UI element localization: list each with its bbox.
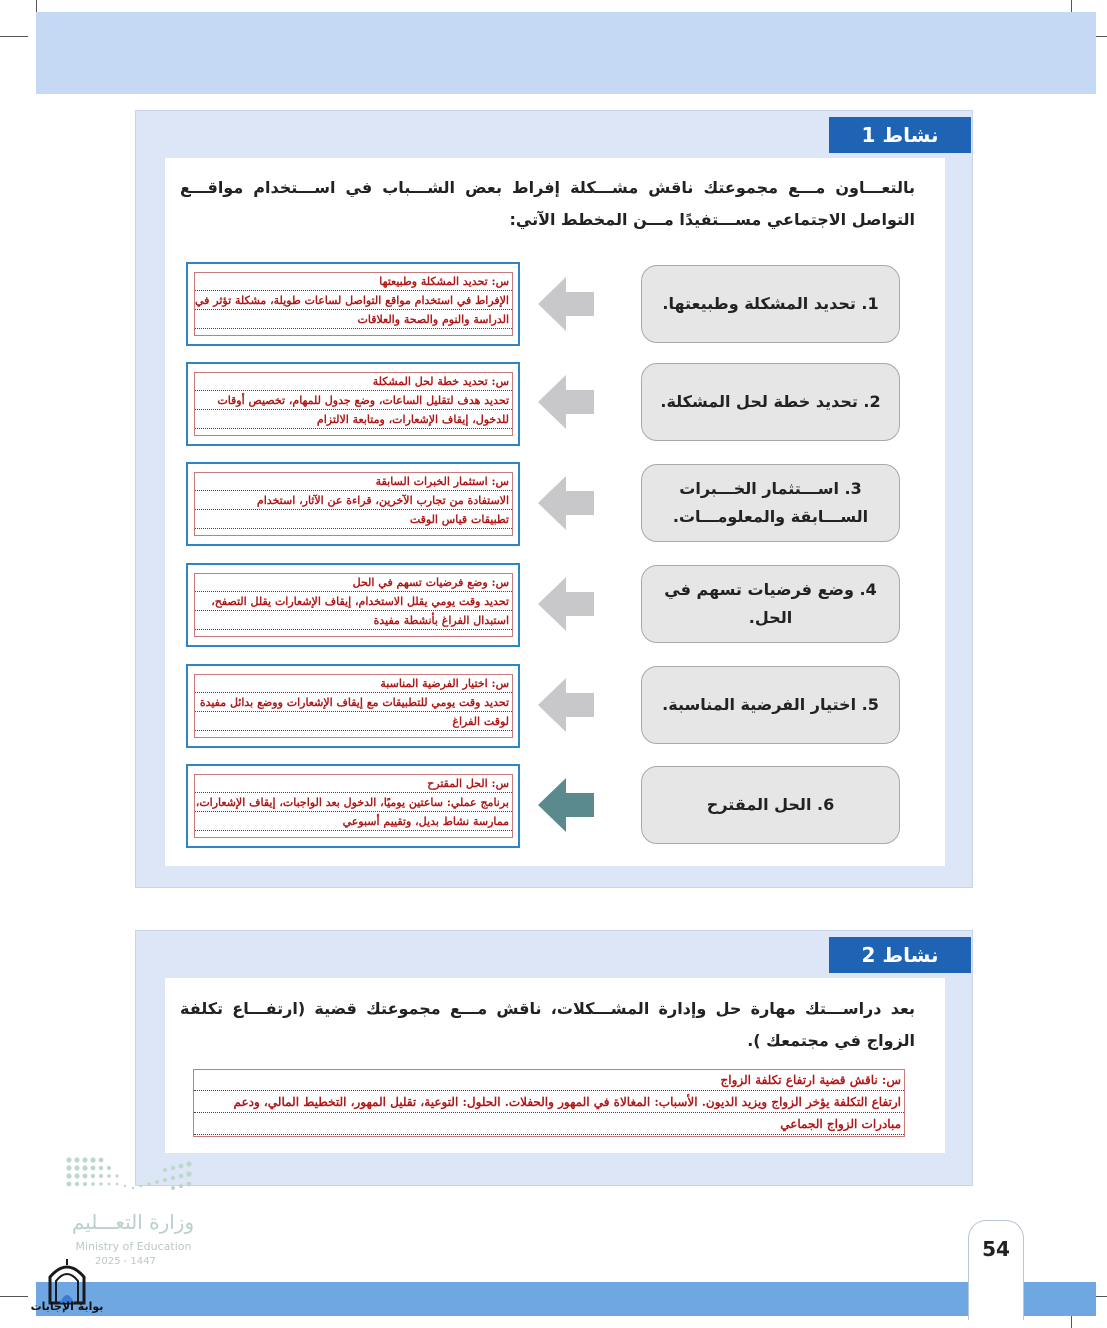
step-1-box: 1. تحديد المشكلة وطبيعتها. xyxy=(641,265,900,343)
crop-mark xyxy=(0,1296,28,1297)
step-4-box: 4. وضع فرضيات تسهم في الحل. xyxy=(641,565,900,643)
activity-2-tab: نشاط 2 xyxy=(829,937,971,973)
answer-line: س: تحديد المشكلة وطبيعتها xyxy=(195,273,512,291)
answer-line: لوقت الفراغ xyxy=(195,713,512,731)
activity-1-intro: بالتعـــاون مـــع مجموعتك ناقش مشـــكلة إفراط بعض الشـــباب في اســـتخدام مواقـــع التواصل الاجتماعي مســـتفيدًا مـــن المخطط الآتي: xyxy=(180,178,915,229)
answer-line: الاستفادة من تجارب الآخرين، قراءة عن الآثار، استخدام xyxy=(195,492,512,510)
answer-line: س: استثمار الخبرات السابقة xyxy=(195,473,512,491)
left-arrow-icon xyxy=(538,474,596,532)
crop-mark xyxy=(0,36,28,37)
edition-year: 2025 - 1447 xyxy=(95,1256,156,1267)
answer-line: تطبيقات قياس الوقت xyxy=(195,511,512,529)
answer-box-3 xyxy=(186,462,520,546)
answer-box-1 xyxy=(186,262,520,346)
ministry-dots-icon xyxy=(63,1154,198,1196)
activity-1-tab: نشاط 1 xyxy=(829,117,971,153)
answer-box-2 xyxy=(186,362,520,446)
step-2-box: 2. تحديد خطة لحل المشكلة. xyxy=(641,363,900,441)
activity-2-intro: بعد دراســـتك مهارة حل وإدارة المشـــكلات، ناقش مـــع مجموعتك قضية (ارتفـــاع تكلفة الزواج في مجتمعك ). xyxy=(180,999,915,1050)
activity-2-answer-box xyxy=(193,1069,905,1137)
answer-line: تحديد وقت يومي للتطبيقات مع إيقاف الإشعارات ووضع بدائل مفيدة xyxy=(195,694,512,712)
answer-line: س: تحديد خطة لحل المشكلة xyxy=(195,373,512,391)
left-arrow-icon xyxy=(538,776,596,834)
answer-line: س: وضع فرضيات تسهم في الحل xyxy=(195,574,512,592)
answer-box-4 xyxy=(186,563,520,647)
footer-band xyxy=(36,1282,972,1316)
answer-line: استبدال الفراغ بأنشطة مفيدة xyxy=(195,612,512,630)
header-band xyxy=(36,12,1096,94)
answer-line: س: ناقش قضية ارتفاع تكلفة الزواج xyxy=(194,1070,904,1091)
ministry-name-ar: وزارة التعـــليم xyxy=(71,1210,195,1234)
answer-box-5 xyxy=(186,664,520,748)
answer-line: س: اختيار الفرضية المناسبة xyxy=(195,675,512,693)
page-number: 54 xyxy=(968,1220,1024,1320)
footer-band xyxy=(1024,1282,1096,1316)
answer-line: للدخول، إيقاف الإشعارات، ومتابعة الالتزام xyxy=(195,411,512,429)
site-name: بوابة الإجابات xyxy=(30,1300,104,1313)
answer-line: س: الحل المقترح xyxy=(195,775,512,793)
left-arrow-icon xyxy=(538,575,596,633)
ministry-name-en: Ministry of Education xyxy=(75,1240,192,1253)
answer-line: برنامج عملي: ساعتين يوميًا، الدخول بعد الواجبات، إيقاف الإشعارات، xyxy=(195,794,512,812)
step-3-box: 3. اســـتثمار الخـــبرات الســـابقة والمعلومـــات. xyxy=(641,464,900,542)
step-6-box: 6. الحل المقترح xyxy=(641,766,900,844)
step-5-box: 5. اختيار الفرضية المناسبة. xyxy=(641,666,900,744)
answer-line: تحديد هدف لتقليل الساعات، وضع جدول للمهام، تخصيص أوقات xyxy=(195,392,512,410)
left-arrow-icon xyxy=(538,275,596,333)
answer-line: الإفراط في استخدام مواقع التواصل لساعات طويلة، مشكلة تؤثر في xyxy=(195,292,512,310)
answer-box-6 xyxy=(186,764,520,848)
answer-line: مبادرات الزواج الجماعي xyxy=(194,1114,904,1135)
answer-line: ارتفاع التكلفة يؤخر الزواج ويزيد الديون. الأسباب: المغالاة في المهور والحفلات. الحلول: التوعية، تقليل المهور، التخطيط المالي، ودعم xyxy=(194,1092,904,1113)
answer-line: ممارسة نشاط بديل، وتقييم أسبوعي xyxy=(195,813,512,831)
answer-line: الدراسة والنوم والصحة والعلاقات xyxy=(195,311,512,329)
left-arrow-icon xyxy=(538,676,596,734)
answer-line: تحديد وقت يومي يقلل الاستخدام، إيقاف الإشعارات يقلل التصفح، xyxy=(195,593,512,611)
left-arrow-icon xyxy=(538,373,596,431)
